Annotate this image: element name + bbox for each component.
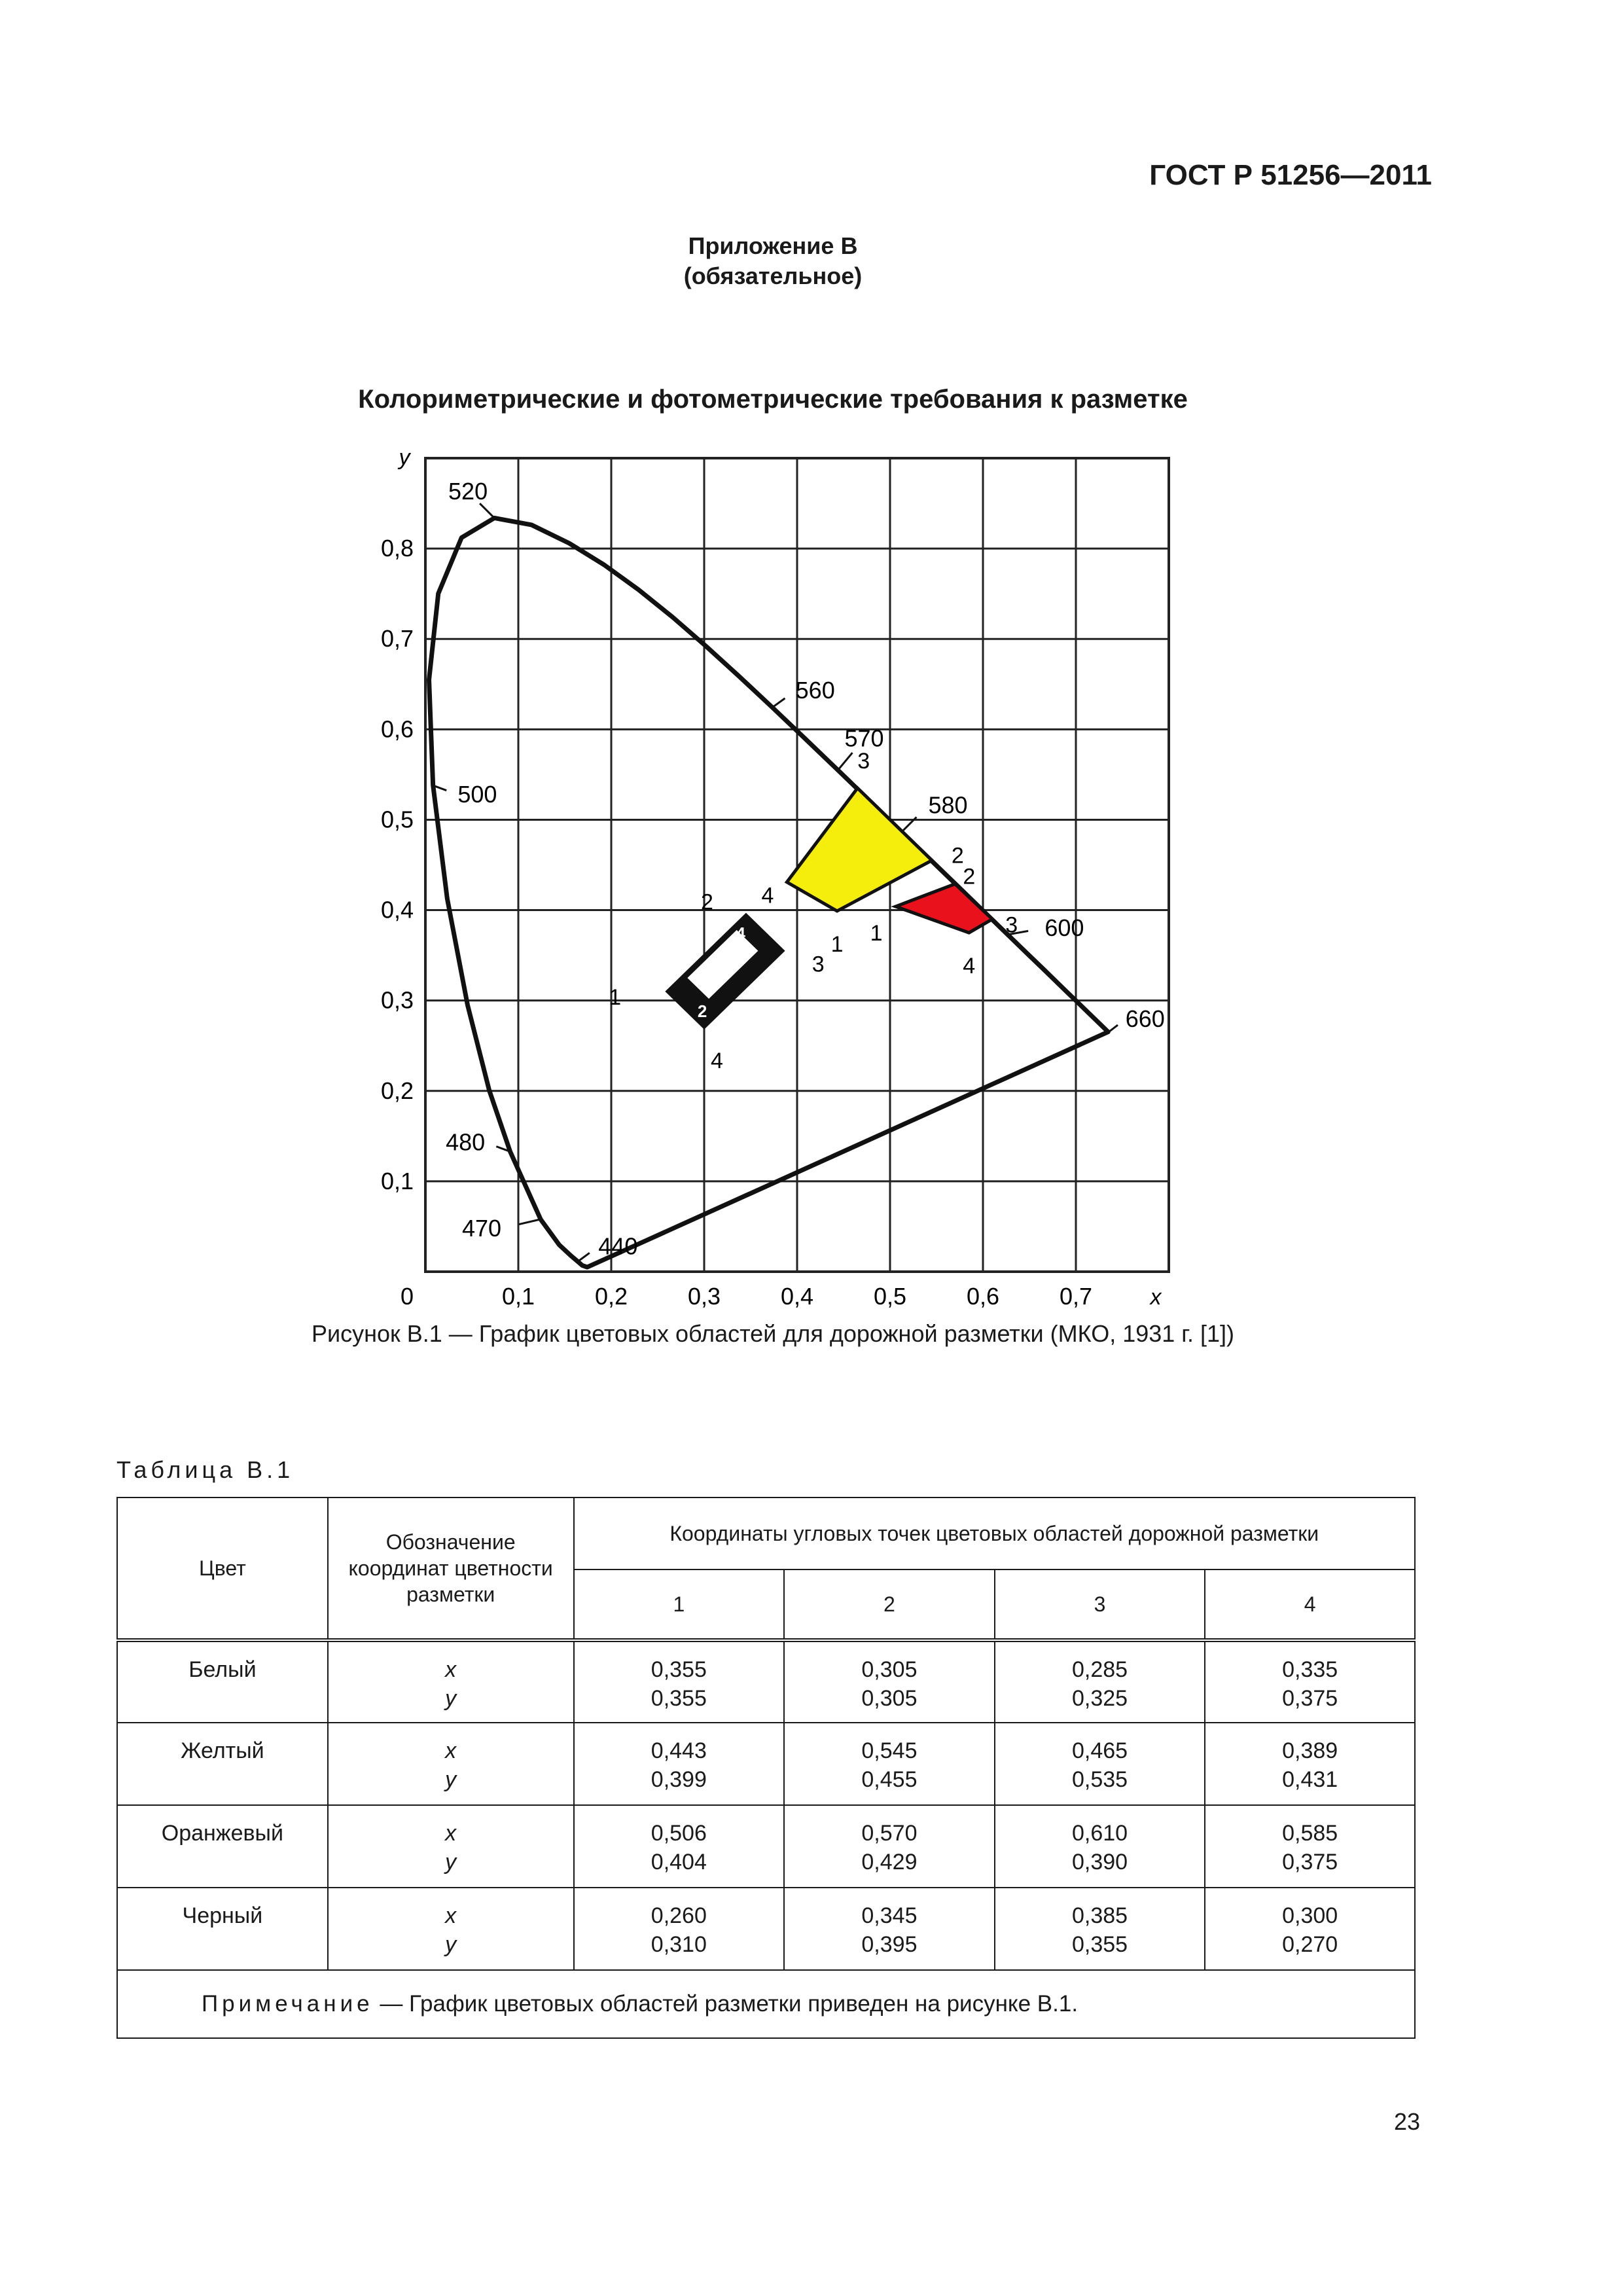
coord-x-value: 0,443 <box>651 1738 707 1763</box>
header-color: Цвет <box>117 1498 328 1640</box>
x-tick-label: 0,5 <box>873 1283 907 1309</box>
coord-y-value: 0,404 <box>651 1850 707 1874</box>
corner-label-yellow: 1 <box>830 931 844 957</box>
corner-label-yellow: 4 <box>761 883 774 908</box>
table-row <box>117 1805 1415 1888</box>
row-symbols <box>328 1888 574 1970</box>
symbol-x: x <box>445 1821 457 1846</box>
coord-y-value: 0,399 <box>651 1767 707 1792</box>
corner-label-orange: 4 <box>963 954 976 979</box>
x-tick-label: 0,3 <box>687 1283 721 1309</box>
coord-cell <box>1205 1723 1415 1805</box>
wavelength-tick <box>579 1253 590 1261</box>
symbol-y: y <box>445 1686 457 1711</box>
header-point-4: 4 <box>1205 1570 1415 1640</box>
page-number: 23 <box>1393 2108 1420 2135</box>
y-tick-label: 0,4 <box>380 896 414 924</box>
wavelength-label: 480 <box>446 1128 486 1156</box>
corner-label-white: 4 <box>736 924 745 944</box>
symbol-x: x <box>445 1903 457 1928</box>
coord-y-value: 0,270 <box>1282 1932 1338 1957</box>
x-tick-label: 0,4 <box>780 1283 814 1309</box>
row-color-name: Черный <box>117 1888 328 1970</box>
y-axis-label: y <box>399 445 410 470</box>
coord-cell <box>784 1805 995 1888</box>
coord-y-value: 0,325 <box>1072 1686 1128 1711</box>
wavelength-label: 660 <box>1125 1005 1165 1033</box>
header-point-2: 2 <box>784 1570 995 1640</box>
wavelength-tick <box>772 698 785 708</box>
coord-cell <box>574 1888 785 1970</box>
symbol-y: y <box>445 1767 457 1792</box>
coord-x-value: 0,585 <box>1282 1821 1338 1846</box>
corner-label-black: 3 <box>812 952 825 977</box>
origin-label: 0 <box>400 1283 414 1309</box>
corner-label-yellow: 3 <box>857 749 870 774</box>
coord-cell <box>574 1640 785 1723</box>
row-color-name: Белый <box>117 1640 328 1723</box>
coord-y-value: 0,535 <box>1072 1767 1128 1792</box>
note-prefix: Примечание <box>202 1991 374 2017</box>
table-label: Таблица В.1 <box>116 1456 294 1483</box>
coord-y-value: 0,355 <box>651 1686 707 1711</box>
wavelength-tick <box>1109 1025 1118 1032</box>
coord-x-value: 0,355 <box>651 1657 707 1682</box>
wavelength-label: 470 <box>462 1214 502 1242</box>
coord-cell <box>995 1888 1205 1970</box>
corner-label-black: 4 <box>711 1049 723 1074</box>
coord-x-value: 0,335 <box>1282 1657 1338 1682</box>
coord-y-value: 0,355 <box>1072 1932 1128 1957</box>
y-tick-label: 0,2 <box>380 1077 414 1104</box>
wavelength-tick <box>838 753 852 770</box>
wavelength-label: 600 <box>1044 914 1084 941</box>
symbol-x: x <box>445 1738 457 1763</box>
wavelength-tick <box>480 503 494 518</box>
coord-y-value: 0,390 <box>1072 1850 1128 1874</box>
x-tick-label: 0,6 <box>966 1283 1000 1309</box>
coord-x-value: 0,389 <box>1282 1738 1338 1763</box>
table-note <box>117 1970 1415 2038</box>
wavelength-tick <box>519 1219 541 1225</box>
coord-cell <box>574 1805 785 1888</box>
coord-cell <box>1205 1640 1415 1723</box>
section-title: Колориметрические и фотометрические требования к разметке <box>358 385 1188 414</box>
corner-label-black: 2 <box>700 889 713 915</box>
corner-label-white: 3 <box>702 966 712 986</box>
document-id: ГОСТ Р 51256—2011 <box>1149 159 1432 191</box>
x-axis-label: x <box>1150 1285 1162 1309</box>
corner-label-orange: 2 <box>963 864 976 889</box>
region-orange <box>896 884 993 933</box>
wavelength-label: 570 <box>844 725 884 752</box>
region-yellow <box>787 788 932 911</box>
coord-x-value: 0,345 <box>861 1903 918 1928</box>
note-text: — График цветовых областей разметки приведен на рисунке В.1. <box>373 1991 1079 2017</box>
table-row <box>117 1888 1415 1970</box>
header-coords: Координаты угловых точек цветовых областей дорожной разметки <box>574 1498 1415 1570</box>
coord-x-value: 0,285 <box>1072 1657 1128 1682</box>
appendix-title: Приложение В <box>688 232 858 259</box>
coord-cell <box>784 1640 995 1723</box>
coord-cell <box>1205 1888 1415 1970</box>
corner-label-orange: 3 <box>1005 912 1018 938</box>
table-row <box>117 1723 1415 1805</box>
coord-cell <box>995 1723 1205 1805</box>
symbol-y: y <box>445 1850 457 1874</box>
coord-y-value: 0,431 <box>1282 1767 1338 1792</box>
symbol-y: y <box>445 1932 457 1957</box>
coord-cell <box>784 1723 995 1805</box>
coord-x-value: 0,260 <box>651 1903 707 1928</box>
y-tick-label: 0,7 <box>380 625 414 653</box>
coord-x-value: 0,610 <box>1072 1821 1128 1846</box>
row-symbols <box>328 1723 574 1805</box>
y-tick-label: 0,1 <box>380 1167 414 1194</box>
coord-y-value: 0,310 <box>651 1932 707 1957</box>
header-point-3: 3 <box>995 1570 1205 1640</box>
row-color-name: Оранжевый <box>117 1805 328 1888</box>
coord-cell <box>784 1888 995 1970</box>
coord-cell <box>574 1723 785 1805</box>
y-tick-label: 0,8 <box>380 535 414 562</box>
coord-x-value: 0,570 <box>861 1821 918 1846</box>
specification-table <box>116 1497 1416 2039</box>
y-tick-label: 0,6 <box>380 715 414 743</box>
coord-y-value: 0,375 <box>1282 1686 1338 1711</box>
coord-cell <box>1205 1805 1415 1888</box>
wavelength-label: 440 <box>598 1232 638 1260</box>
coord-x-value: 0,305 <box>861 1657 918 1682</box>
corner-label-orange: 1 <box>870 921 883 946</box>
header-point-1: 1 <box>574 1570 785 1640</box>
y-tick-label: 0,5 <box>380 806 414 833</box>
wavelength-label: 580 <box>928 791 968 819</box>
x-tick-label: 0,7 <box>1059 1283 1093 1309</box>
symbol-x: x <box>445 1657 457 1682</box>
coord-y-value: 0,305 <box>861 1686 918 1711</box>
row-symbols <box>328 1640 574 1723</box>
wavelength-label: 560 <box>795 677 835 704</box>
x-tick-label: 0,2 <box>594 1283 628 1309</box>
figure-caption: Рисунок В.1 — График цветовых областей для дорожной разметки (МКО, 1931 г. [1]) <box>311 1320 1235 1347</box>
corner-label-white: 1 <box>731 939 741 959</box>
corner-label-yellow: 2 <box>951 843 964 869</box>
coord-x-value: 0,300 <box>1282 1903 1338 1928</box>
corner-label-white: 2 <box>697 1001 707 1021</box>
corner-label-black: 1 <box>609 984 622 1010</box>
wavelength-label: 520 <box>448 478 488 505</box>
coord-cell <box>995 1805 1205 1888</box>
y-tick-label: 0,3 <box>380 986 414 1014</box>
coord-y-value: 0,455 <box>861 1767 918 1792</box>
table-row <box>117 1640 1415 1723</box>
coord-x-value: 0,465 <box>1072 1738 1128 1763</box>
row-color-name: Желтый <box>117 1723 328 1805</box>
header-designation: Обозначение координат цветности разметки <box>328 1498 574 1640</box>
coord-y-value: 0,429 <box>861 1850 918 1874</box>
coord-y-value: 0,395 <box>861 1932 918 1957</box>
coord-x-value: 0,385 <box>1072 1903 1128 1928</box>
coord-cell <box>995 1640 1205 1723</box>
coord-x-value: 0,545 <box>861 1738 918 1763</box>
appendix-subtitle: (обязательное) <box>683 262 863 289</box>
x-tick-label: 0,1 <box>501 1283 535 1309</box>
row-symbols <box>328 1805 574 1888</box>
coord-x-value: 0,506 <box>651 1821 707 1846</box>
coord-y-value: 0,375 <box>1282 1850 1338 1874</box>
wavelength-label: 500 <box>457 780 497 808</box>
